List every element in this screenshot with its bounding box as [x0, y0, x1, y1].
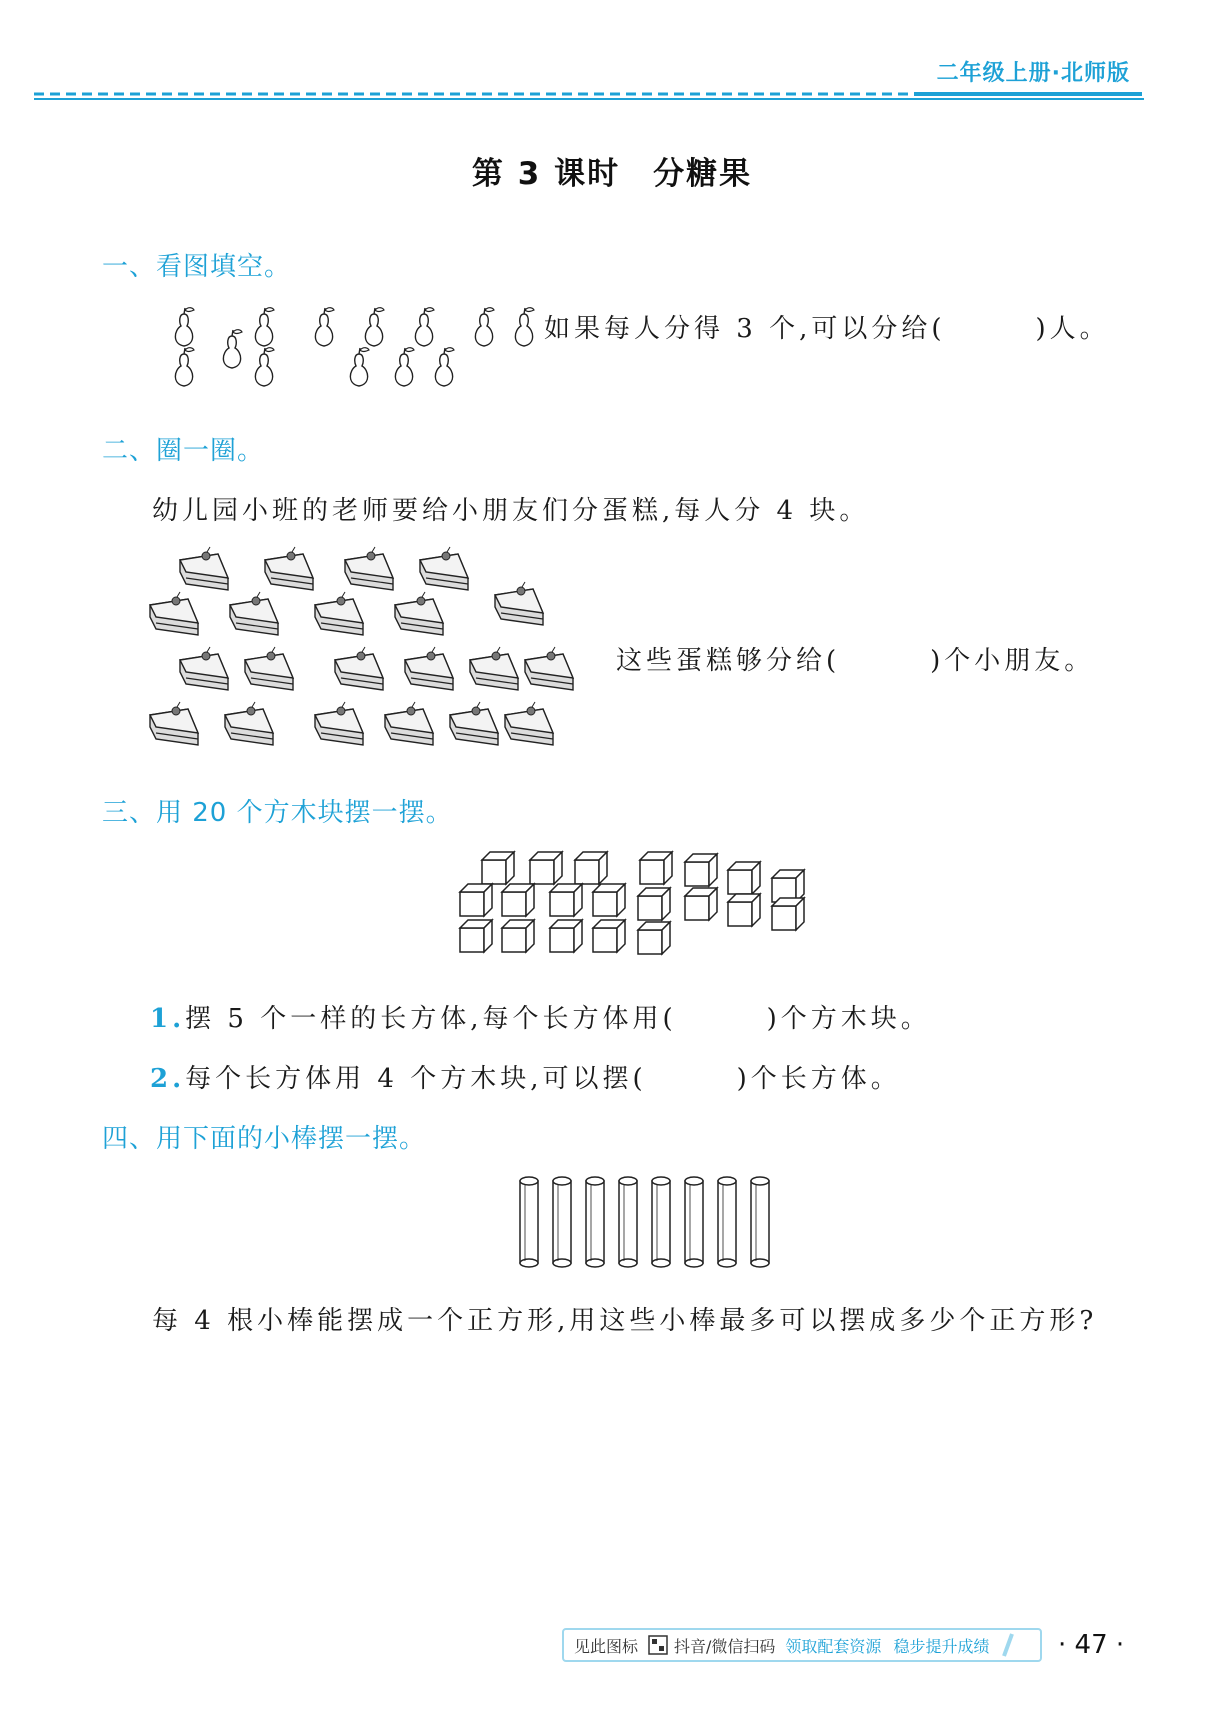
wood-block-icon: [685, 888, 717, 920]
cake-slice-icon: [495, 582, 543, 625]
wood-block-icon: [685, 854, 717, 886]
qr-scan-icon: [648, 1635, 668, 1655]
stick-icon: [685, 1177, 703, 1267]
wood-block-icon: [638, 922, 670, 954]
wood-block-icon: [530, 852, 562, 884]
page-number: · 47 ·: [1058, 1630, 1125, 1660]
item-1-number: 1.: [150, 1004, 186, 1034]
item-2-text: 每个长方体用 4 个方木块,可以摆( )个长方体。: [185, 1064, 901, 1094]
section-2-intro: 幼儿园小班的老师要给小朋友们分蛋糕,每人分 4 块。: [152, 496, 870, 526]
cake-slice-icon: [335, 647, 383, 690]
cake-slice-icon: [245, 647, 293, 690]
stick-icon: [652, 1177, 670, 1267]
wood-block-icon: [638, 888, 670, 920]
section-3-title: 三、用 20 个方木块摆一摆。: [102, 798, 453, 828]
sticks-illustration: [520, 1175, 770, 1275]
section-2-question: 这些蛋糕够分给( )个小朋友。: [616, 646, 1095, 676]
footer-scan-text: 见此图标: [574, 1636, 639, 1656]
footer-resource-text: 领取配套资源: [785, 1636, 882, 1656]
cake-slice-icon: [230, 592, 278, 635]
cake-slice-icon: [180, 647, 228, 690]
lesson-title: 第 3 课时 分糖果: [471, 156, 753, 192]
pears-illustration: [160, 300, 510, 400]
cake-slice-icon: [265, 547, 313, 590]
pencil-icon: [1001, 1632, 1015, 1658]
wood-block-icon: [772, 870, 804, 902]
stick-icon: [553, 1177, 571, 1267]
item-1-text: 摆 5 个一样的长方体,每个长方体用( )个方木块。: [185, 1004, 931, 1034]
pear-icon: [395, 348, 414, 386]
cake-slice-icon: [150, 592, 198, 635]
pear-icon: [255, 308, 274, 346]
pear-icon: [515, 308, 534, 346]
wood-block-icon: [575, 852, 607, 884]
stick-icon: [751, 1177, 769, 1267]
pear-icon: [435, 348, 454, 386]
cake-slice-icon: [315, 702, 363, 745]
cake-slice-icon: [525, 647, 573, 690]
cake-slice-icon: [505, 702, 553, 745]
cake-slice-icon: [315, 592, 363, 635]
cakes-illustration: [150, 550, 590, 770]
grade-label: 二年级上册·北师版: [936, 61, 1130, 86]
cake-slice-icon: [470, 647, 518, 690]
pear-icon: [415, 308, 434, 346]
wood-block-icon: [502, 884, 534, 916]
section-3-item-1: [150, 998, 931, 1035]
wood-block-icon: [460, 884, 492, 916]
wood-block-icon: [593, 884, 625, 916]
section-4-title: 四、用下面的小棒摆一摆。: [102, 1124, 427, 1154]
wood-block-icon: [482, 852, 514, 884]
pear-icon: [365, 308, 384, 346]
pear-icon: [255, 348, 274, 386]
cake-slice-icon: [180, 547, 228, 590]
wood-block-icon: [593, 920, 625, 952]
blocks-illustration: [460, 850, 840, 960]
wood-block-icon: [550, 920, 582, 952]
cake-slice-icon: [420, 547, 468, 590]
cake-slice-icon: [150, 702, 198, 745]
stick-icon: [619, 1177, 637, 1267]
wood-block-icon: [550, 884, 582, 916]
cake-slice-icon: [225, 702, 273, 745]
cake-slice-icon: [345, 547, 393, 590]
pear-icon: [223, 330, 242, 368]
pear-icon: [475, 308, 494, 346]
stick-icon: [586, 1177, 604, 1267]
item-2-number: 2.: [150, 1064, 186, 1094]
footer-improve-text: 稳步提升成绩: [893, 1636, 990, 1656]
pear-icon: [175, 308, 194, 346]
wood-block-icon: [728, 894, 760, 926]
cake-slice-icon: [450, 702, 498, 745]
section-1-title: 一、看图填空。: [102, 252, 292, 282]
cake-slice-icon: [405, 647, 453, 690]
footer-scan-text-2: 抖音/微信扫码: [674, 1636, 776, 1656]
stick-icon: [520, 1177, 538, 1267]
footer-banner: [562, 1628, 1042, 1662]
section-1-question: 如果每人分得 3 个,可以分给( )人。: [544, 314, 1110, 344]
wood-block-icon: [640, 852, 672, 884]
section-3-item-2: [150, 1058, 901, 1095]
stick-icon: [718, 1177, 736, 1267]
cake-slice-icon: [385, 702, 433, 745]
pear-icon: [315, 308, 334, 346]
wood-block-icon: [460, 920, 492, 952]
wood-block-icon: [728, 862, 760, 894]
section-2-title: 二、圈一圈。: [102, 436, 265, 466]
section-4-question: 每 4 根小棒能摆成一个正方形,用这些小棒最多可以摆成多少个正方形?: [152, 1306, 1098, 1336]
cake-slice-icon: [395, 592, 443, 635]
pear-icon: [175, 348, 194, 386]
wood-block-icon: [772, 898, 804, 930]
header-underline: [34, 96, 1144, 102]
pear-icon: [350, 348, 369, 386]
wood-block-icon: [502, 920, 534, 952]
